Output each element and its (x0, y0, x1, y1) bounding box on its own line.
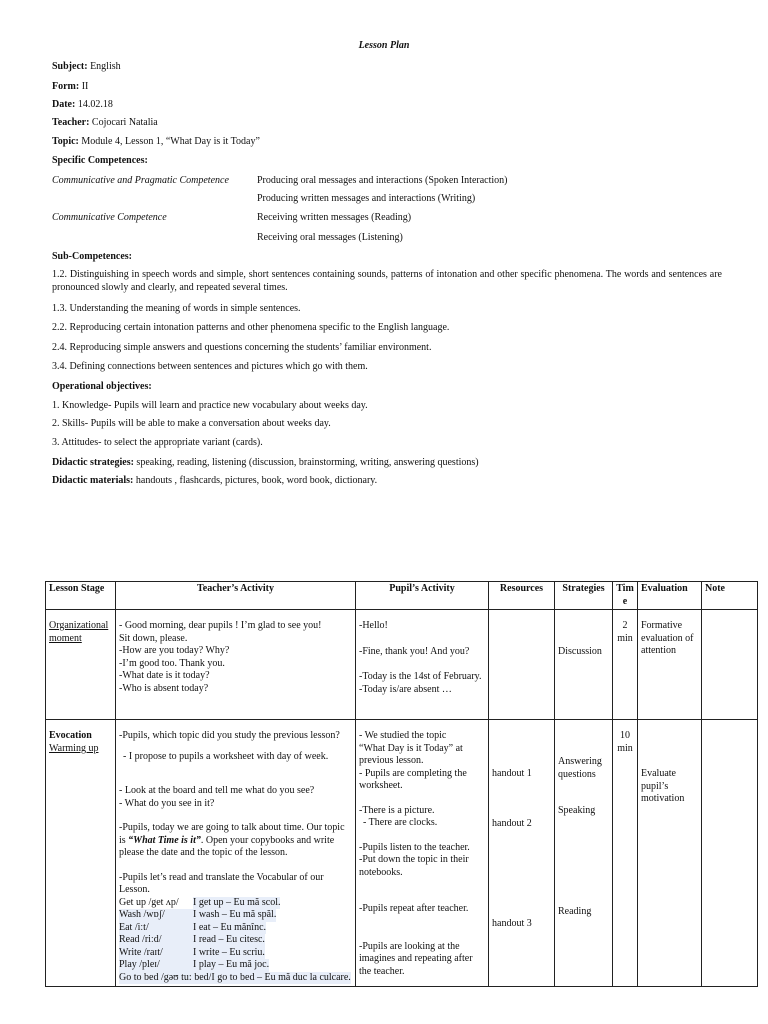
stage-cell: Organizational moment (46, 610, 116, 720)
lesson-plan-table (45, 581, 758, 987)
competence-left: Communicative Competence (52, 212, 167, 223)
header-strategies: Strategies (555, 582, 613, 610)
note-cell (702, 610, 758, 720)
topic-line: Topic: Module 4, Lesson 1, “What Day is it Today” (52, 136, 260, 147)
sub-competence-item: 2.4. Reproducing simple answers and questions concerning the students’ familiar environment. (52, 342, 432, 353)
vocab-item: Go to bed /gəʊ tu: bed/ I go to bed – Eu mă duc la culcare. (119, 971, 351, 983)
evaluation-cell: Formative evaluation of attention (638, 610, 702, 720)
competence-right: Producing written messages and interactions (Writing) (257, 193, 476, 204)
strategies-cell: Answering questions Speaking Reading (555, 720, 613, 987)
table-header-row (46, 582, 758, 610)
competence-right: Producing oral messages and interactions (Spoken Interaction) (257, 175, 508, 186)
document-title: Lesson Plan (358, 40, 410, 51)
competence-right: Receiving oral messages (Listening) (257, 232, 403, 243)
vocab-item: Play /pleɪ/ I play – Eu mă joc. (119, 959, 270, 970)
vocab-item: Eat /iːt/ I eat – Eu mănînc. (119, 921, 267, 933)
vocab-item: Wash /wɒʃ/ I wash – Eu mă spăl. (119, 909, 277, 920)
pupil-activity-cell: -Hello! -Fine, thank you! And you? -Today is the 14st of February. -Today is/are absent … (356, 610, 489, 720)
competence-left: Communicative and Pragmatic Competence (52, 175, 229, 186)
vocab-item: Read /riːd/ I read – Eu citesc. (119, 934, 265, 945)
strategies-cell: Discussion (555, 610, 613, 720)
resources-cell (489, 610, 555, 720)
objective-item: 1. Knowledge- Pupils will learn and practice new vocabulary about weeks day. (52, 400, 368, 411)
sub-competence-item: 2.2. Reproducing certain intonation patterns and other phenomena specific to the English language. (52, 322, 450, 333)
sub-competence-item: 1.3. Understanding the meaning of words in simple sentences. (52, 303, 301, 314)
subject-line: Subject: English (52, 61, 121, 72)
table-row (46, 720, 758, 987)
vocab-item: Write /raɪt/ I write – Eu scriu. (119, 946, 265, 958)
competence-right: Receiving written messages (Reading) (257, 212, 412, 223)
header-evaluation: Evaluation (638, 582, 702, 610)
objective-item: 2. Skills- Pupils will be able to make a conversation about weeks day. (52, 418, 331, 429)
resources-cell: handout 1 handout 2 handout 3 (489, 720, 555, 987)
sub-competence-item: 3.4. Defining connections between sentences and pictures which go with them. (52, 361, 368, 372)
sub-competence-item: 1.2. Distinguishing in speech words and simple, short sentences containing sounds, patterns of intonation and other specific phenomena. The words and sentences are pronounced slowly and clearly, and repeated several times. (52, 269, 722, 293)
table-row (46, 610, 758, 720)
teacher-activity-cell: -Pupils, which topic did you study the previous lesson? - I propose to pupils a worksheet with day of week. - Look at the board and tell me what do you see? - What do you see in it? -Pupils, today we are going to talk about time. Our topic is “What Time is it”. Open your copybooks and write please the date and the topic of the lesson. -Pupils let’s read and translate the Vocabular of our Lesson. Get up /get ʌp/ I get up – Eu mă scol. Wash /wɒʃ/ I wash – Eu mă spăl. Eat /iːt/ I eat – Eu mănînc. Read /riːd/ I read – Eu citesc. Write /raɪt/ I write – Eu scriu. Play /pleɪ/ I play – Eu mă joc. Go to bed /gəʊ tu: bed/ I go to bed – Eu mă duc la culcare. (116, 720, 356, 987)
header-time: Time (613, 582, 638, 610)
stage-cell: Evocation Warming up (46, 720, 116, 987)
date-line: Date: 14.02.18 (52, 99, 113, 110)
teacher-activity-cell: - Good morning, dear pupils ! I’m glad to see you! Sit down, please. -How are you today? Why? -I’m good too. Thank you. -What date is it today? -Who is absent today? (116, 610, 356, 720)
specific-competences-heading: Specific Competences: (52, 155, 148, 166)
pupil-activity-cell: - We studied the topic “What Day is it Today” at previous lesson. - Pupils are completing the worksheet. -There is a picture. - There are clocks. -Pupils listen to the teacher. -Put down the topic in their notebooks. -Pupils repeat after teacher. -Pupils are looking at the imagines and repeating after the teacher. (356, 720, 489, 987)
didactic-strategies-line: Didactic strategies: speaking, reading, listening (discussion, brainstorming, writing, answering questions) (52, 457, 479, 468)
time-cell: 2 min (613, 610, 638, 720)
operational-objectives-heading: Operational objectives: (52, 381, 152, 392)
vocab-item: Get up /get ʌp/ I get up – Eu mă scol. (119, 896, 281, 908)
note-cell (702, 720, 758, 987)
header-note: Note (702, 582, 758, 610)
teacher-line: Teacher: Cojocari Natalia (52, 117, 158, 128)
header-teacher-activity: Teacher’s Activity (116, 582, 356, 610)
form-line: Form: II (52, 81, 89, 92)
evaluation-cell: Evaluate pupil’s motivation (638, 720, 702, 987)
header-lesson-stage: Lesson Stage (46, 582, 116, 610)
time-cell: 10 min (613, 720, 638, 987)
sub-competences-heading: Sub-Competences: (52, 251, 132, 262)
header-resources: Resources (489, 582, 555, 610)
didactic-materials-line: Didactic materials: handouts , flashcards, pictures, book, word book, dictionary. (52, 475, 378, 486)
header-pupil-activity: Pupil’s Activity (356, 582, 489, 610)
objective-item: 3. Attitudes- to select the appropriate variant (cards). (52, 437, 263, 448)
